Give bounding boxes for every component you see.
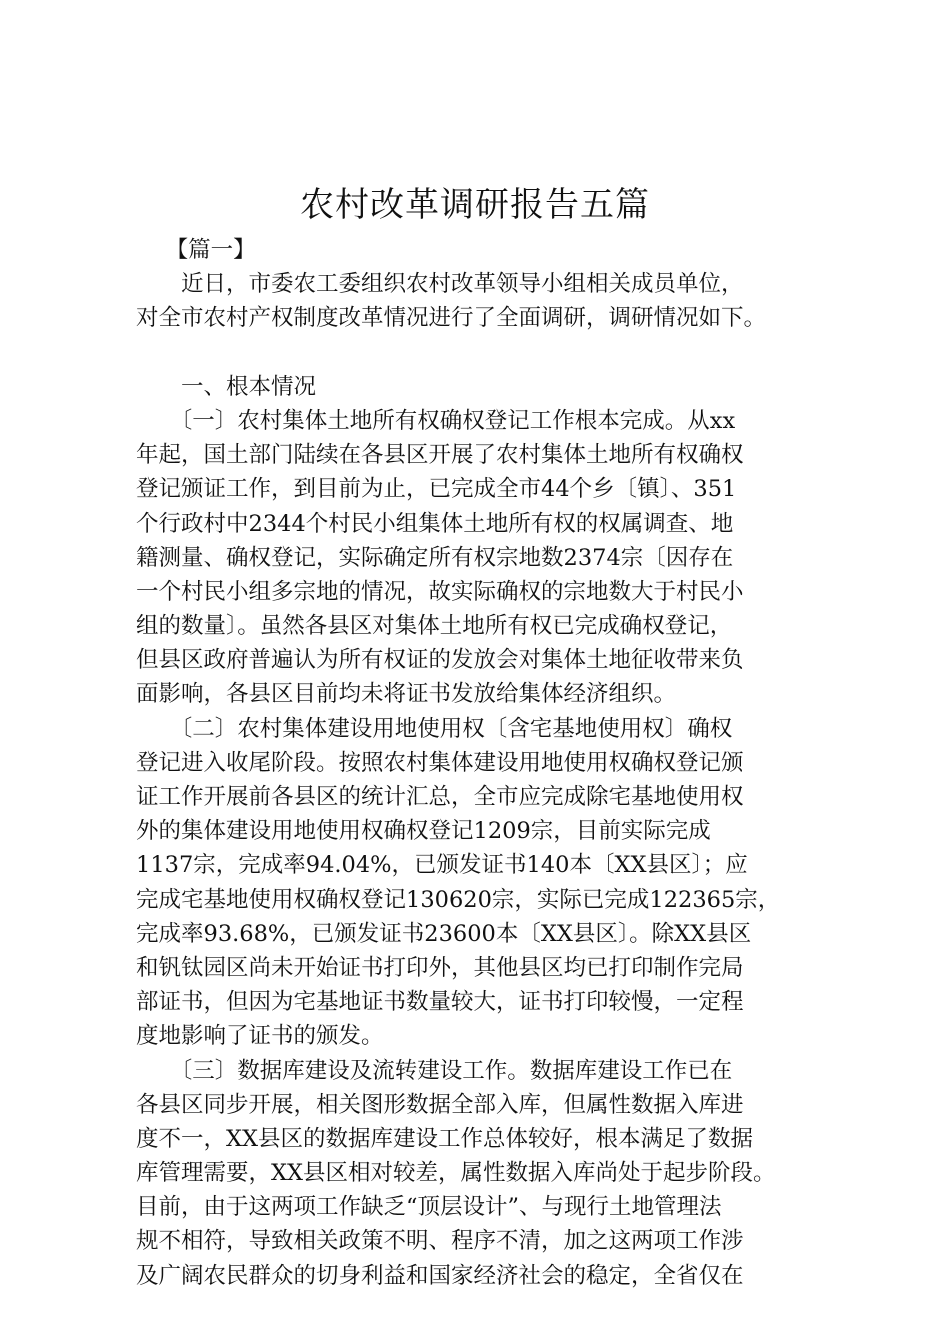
- text-line: 登记颁证工作，到目前为止，已完成全市44个乡〔镇〕、351: [136, 476, 737, 503]
- text-line: 但县区政府普遍认为所有权证的发放会对集体土地征收带来负: [136, 647, 744, 674]
- text-line: 度不一，XX县区的数据库建设工作总体较好，根本满足了数据: [136, 1125, 754, 1152]
- text-line: 1137宗，完成率94.04%，已颁发证书140本〔XX县区〕；应: [136, 852, 748, 879]
- document-body: [136, 233, 836, 1293]
- text-line: 完成率93.68%，已颁发证书23600本〔XX县区〕。除XX县区: [136, 920, 752, 947]
- text-line: 籍测量、确权登记，实际确定所有权宗地数2374宗〔因存在: [136, 544, 734, 571]
- text-line: 个行政村中2344个村民小组集体土地所有权的权属调查、地: [136, 510, 734, 537]
- text-line: 部证书，但因为宅基地证书数量较大，证书打印较慢，一定程: [136, 989, 744, 1016]
- text-line: 目前，由于这两项工作缺乏“顶层设计”、与现行土地管理法: [136, 1194, 722, 1221]
- text-line: 年起，国土部门陆续在各县区开展了农村集体土地所有权确权: [136, 442, 744, 469]
- text-line: 及广阔农民群众的切身利益和国家经济社会的稳定，全省仅在: [136, 1262, 744, 1289]
- text-line: 近日，市委农工委组织农村改革领导小组相关成员单位，: [136, 271, 744, 298]
- text-line: 〔二〕农村集体建设用地使用权〔含宅基地使用权〕确权: [136, 715, 733, 742]
- text-line: 〔三〕数据库建设及流转建设工作。数据库建设工作已在: [136, 1057, 733, 1084]
- text-line: 【篇一】: [136, 237, 256, 263]
- text-line: 库管理需要，XX县区相对较差，属性数据入库尚处于起步阶段。: [136, 1160, 776, 1187]
- text-line: 规不相符，导致相关政策不明、程序不清，加之这两项工作涉: [136, 1228, 744, 1255]
- text-line: 度地影响了证书的颁发。: [136, 1023, 384, 1050]
- text-line: 外的集体建设用地使用权确权登记1209宗，目前实际完成: [136, 818, 711, 845]
- text-line: 证工作开展前各县区的统计汇总，全市应完成除宅基地使用权: [136, 784, 744, 810]
- text-line: 〔一〕农村集体土地所有权确权登记工作根本完成。从xx: [136, 407, 736, 434]
- text-line: 面影响，各县区目前均未将证书发放给集体经济组织。: [136, 681, 677, 708]
- text-line: 组的数量〕。虽然各县区对集体土地所有权已完成确权登记，: [136, 613, 733, 640]
- document-title: 农村改革调研报告五篇: [300, 185, 650, 225]
- text-line: 登记进入收尾阶段。按照农村集体建设用地使用权确权登记颁: [136, 749, 744, 776]
- text-line: 对全市农村产权制度改革情况进行了全面调研，调研情况如下。: [136, 305, 767, 332]
- text-line: 和钒钛园区尚未开始证书打印外，其他县区均已打印制作完局: [136, 954, 744, 981]
- paragraph-gap: [136, 336, 836, 370]
- text-line: 一、根本情况: [136, 373, 317, 400]
- text-line: 各县区同步开展，相关图形数据全部入库，但属性数据入库进: [136, 1091, 744, 1118]
- text-line: 一个村民小组多宗地的情况，故实际确权的宗地数大于村民小: [136, 578, 744, 605]
- text-line: 完成宅基地使用权确权登记130620宗，实际已完成122365宗，: [136, 886, 781, 913]
